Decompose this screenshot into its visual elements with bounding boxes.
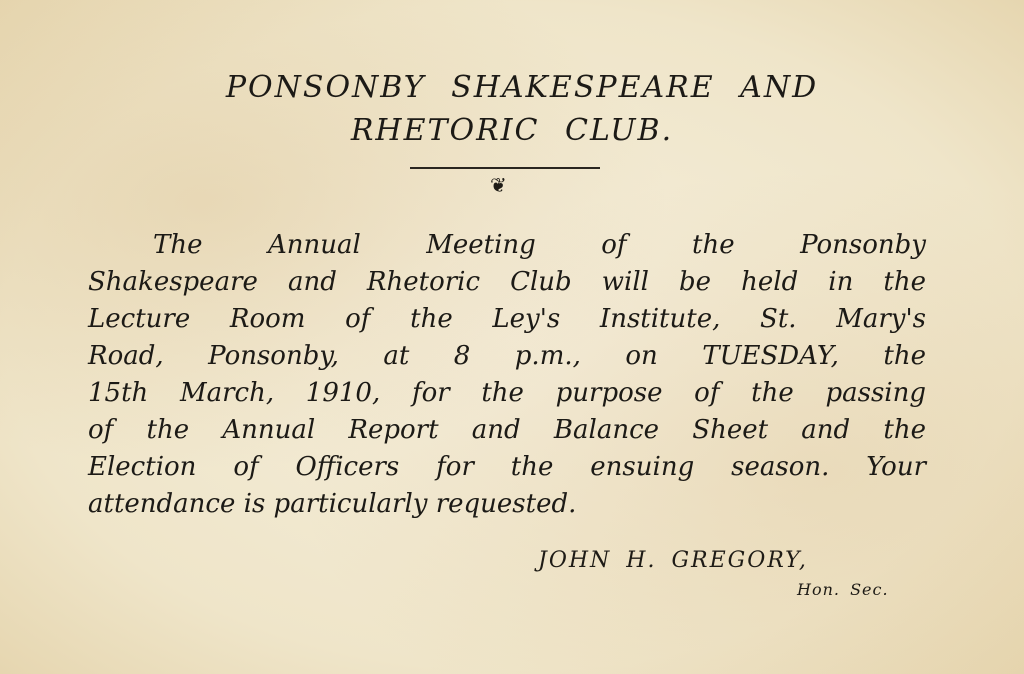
heading-line-2: RHETORIC CLUB. <box>350 113 674 148</box>
heading-line-1: PONSONBY SHAKESPEARE AND <box>225 70 819 105</box>
body-paragraph <box>88 227 926 523</box>
divider-rule <box>410 167 600 169</box>
body-line: The Annual Meeting of the Ponsonby <box>153 230 926 260</box>
body-line: 15th March, 1910, for the purpose of the passing <box>88 378 926 408</box>
signature-name: JOHN H. GREGORY, <box>538 548 808 573</box>
signature-title: Hon. Sec. <box>797 580 889 599</box>
body-line: of the Annual Report and Balance Sheet and the <box>88 415 926 445</box>
body-line: Lecture Room of the Ley's Institute, St. Mary's <box>88 304 926 334</box>
body-line: attendance is particularly requested. <box>88 489 577 519</box>
body-line: Road, Ponsonby, at 8 p.m., on TUESDAY, the <box>88 341 926 371</box>
body-line: Election of Officers for the ensuing season. Your <box>88 452 926 482</box>
flourish-ornament-icon: ❦ <box>490 173 507 197</box>
body-line: Shakespeare and Rhetoric Club will be held in the <box>88 267 926 297</box>
